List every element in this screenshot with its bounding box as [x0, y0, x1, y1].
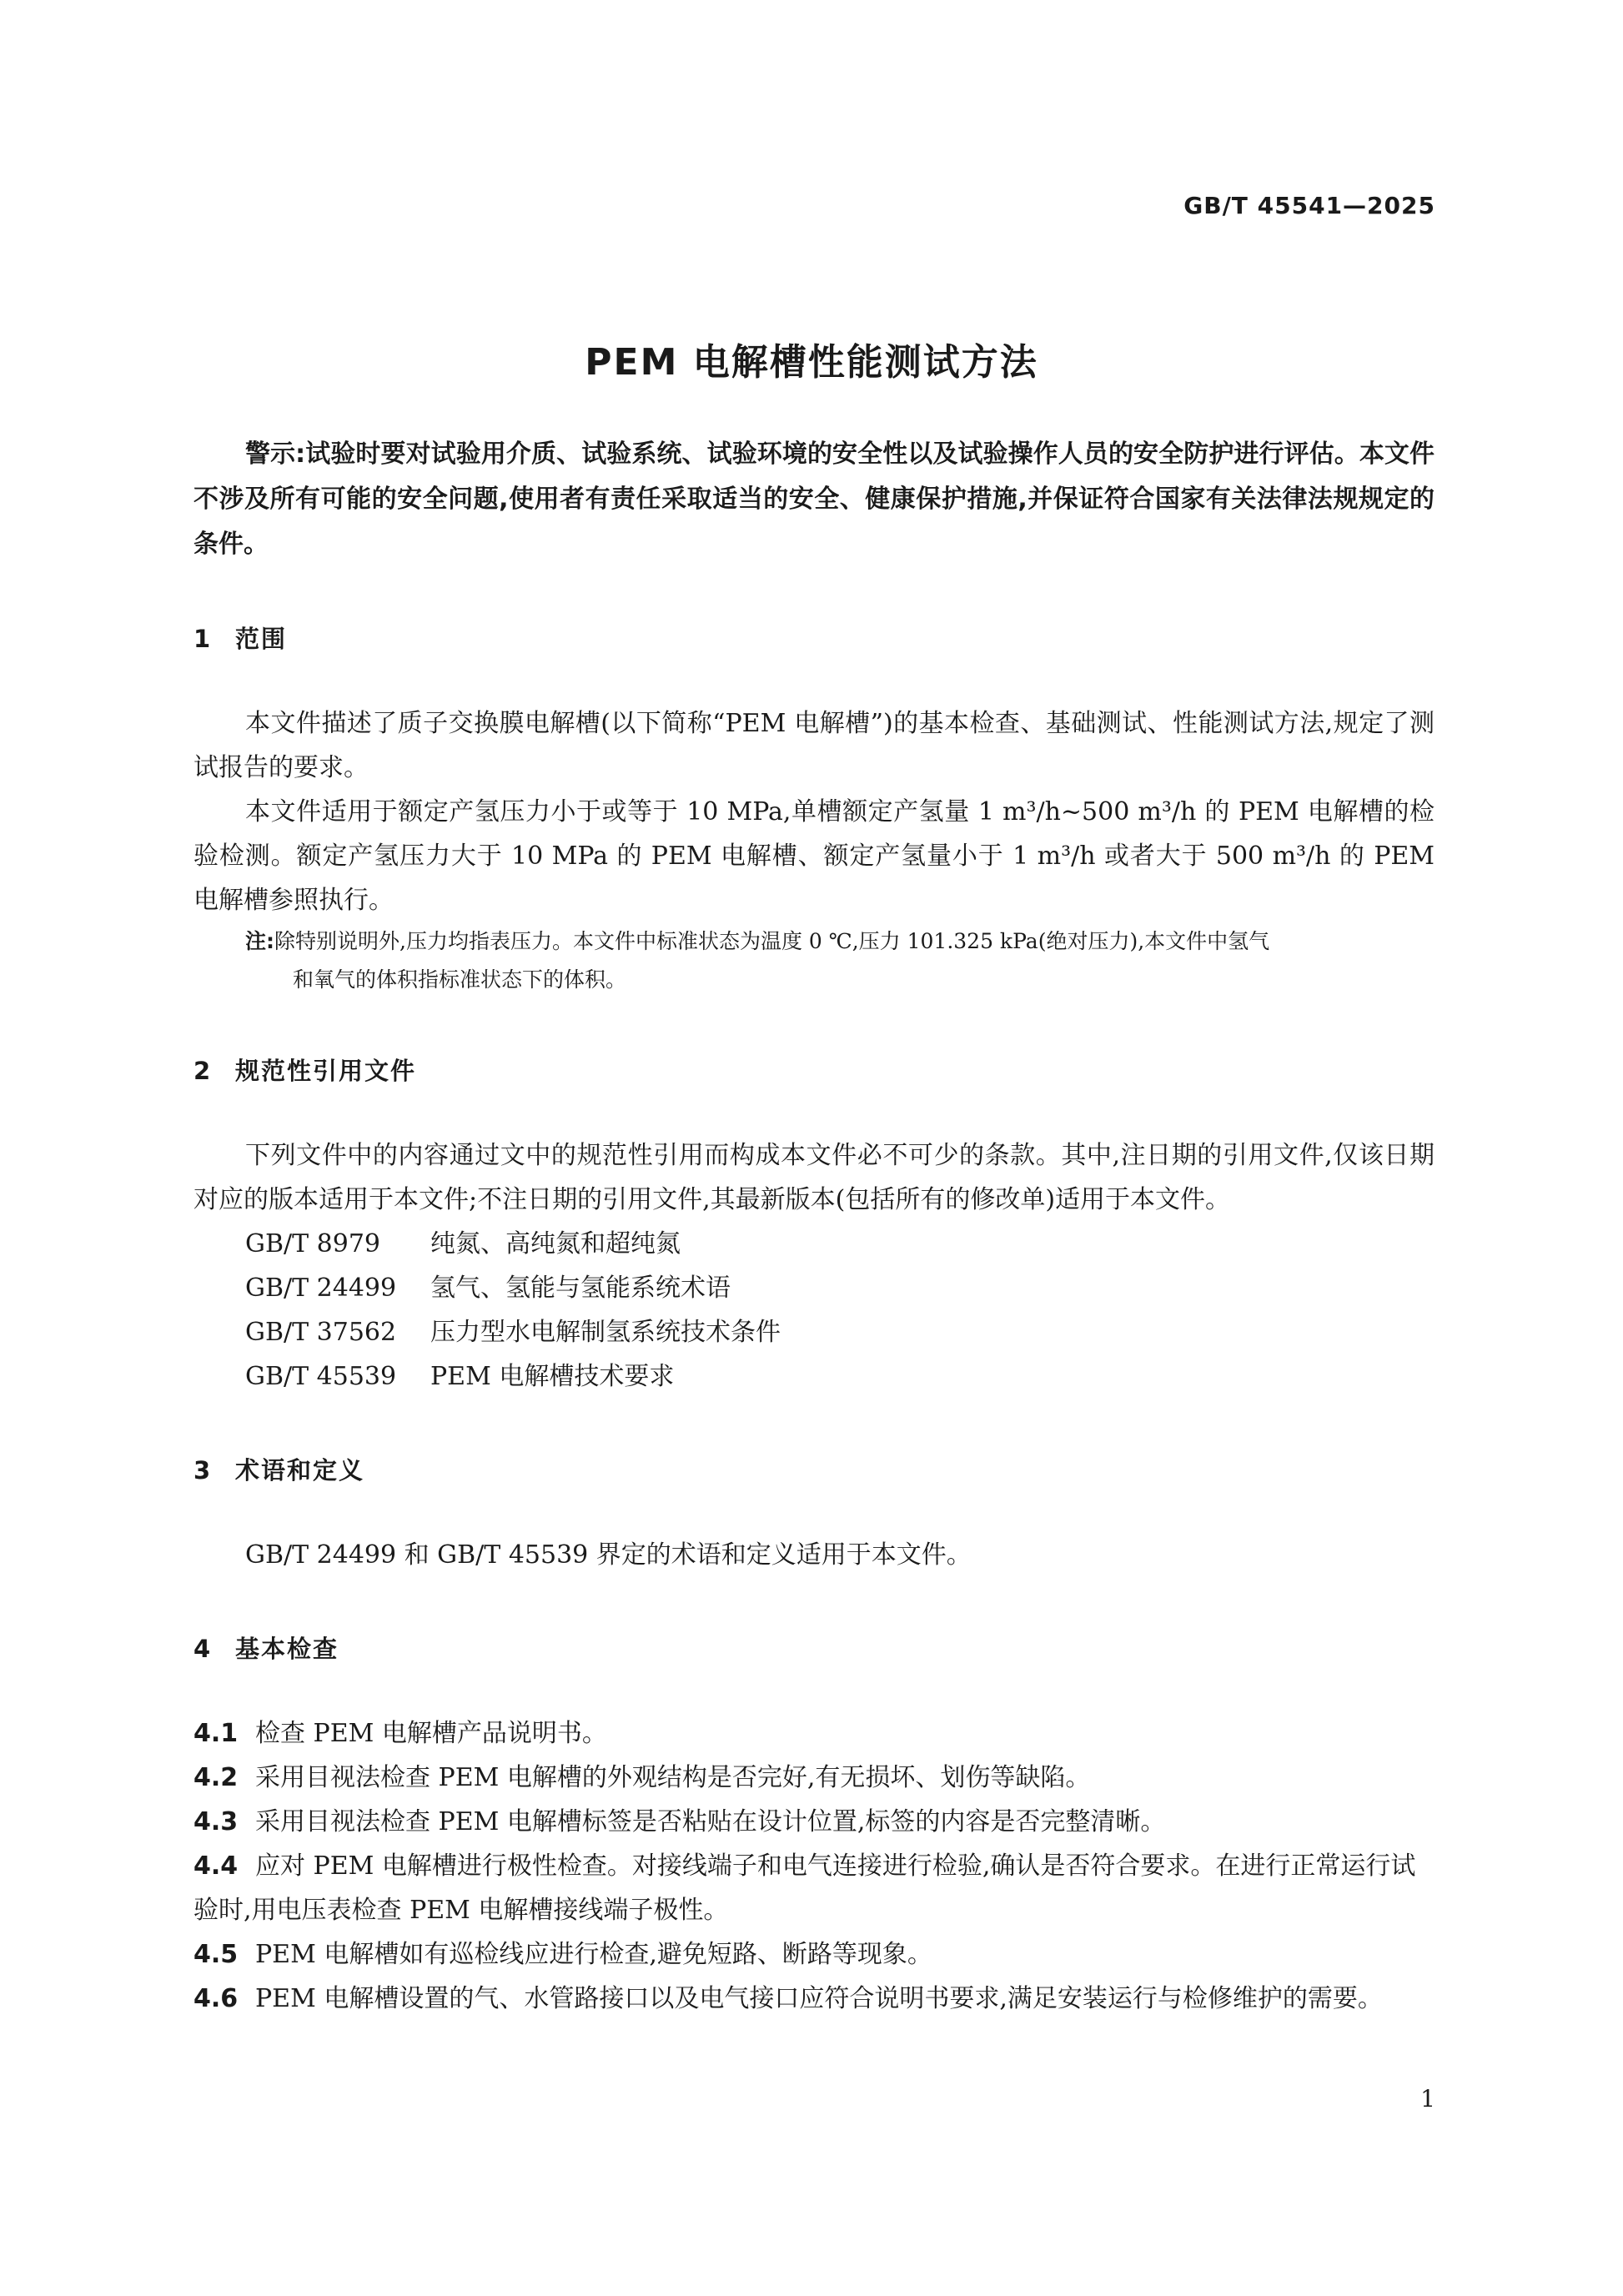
note-line-1: 除特别说明外,压力均指表压力。本文件中标准状态为温度 0 ℃,压力 101.325 kPa(绝对压力),本文件中氢气 [274, 929, 1270, 953]
clause-item [193, 1800, 1435, 1844]
document-body [193, 432, 1435, 2021]
reference-title: 氢气、氢能与氢能系统术语 [430, 1274, 731, 1303]
clause-item [193, 1756, 1435, 1800]
clause-number: 4.3 [193, 1807, 239, 1836]
section-1-heading [193, 617, 1435, 661]
reference-title: PEM 电解槽技术要求 [430, 1362, 675, 1391]
reference-code: GB/T 45539 [245, 1362, 397, 1391]
section-3-heading [193, 1449, 1435, 1493]
clause-item [193, 1932, 1435, 1977]
note-line-2: 和氧气的体积指标准状态下的体积。 [293, 967, 627, 992]
section-2-paragraph-1: 下列文件中的内容通过文中的规范性引用而构成本文件必不可少的条款。其中,注日期的引用文件,仅该日期对应的版本适用于本文件;不注日期的引用文件,其最新版本(包括所有的修改单)适用于本文件。 [193, 1141, 1435, 1214]
clause-text: 检查 PEM 电解槽产品说明书。 [255, 1719, 607, 1748]
reference-code: GB/T 24499 [245, 1274, 397, 1303]
section-title: 术语和定义 [235, 1456, 365, 1485]
clause-text: PEM 电解槽如有巡检线应进行检查,避免短路、断路等现象。 [255, 1940, 932, 1969]
section-number: 3 [193, 1456, 213, 1485]
clause-number: 4.5 [193, 1940, 239, 1969]
section-2-heading [193, 1049, 1435, 1093]
reference-item [193, 1310, 1435, 1354]
reference-code: GB/T 8979 [245, 1229, 381, 1259]
clause-item [193, 1977, 1435, 2021]
section-number: 4 [193, 1635, 213, 1663]
section-1-note [193, 922, 1435, 999]
reference-item [193, 1354, 1435, 1399]
clause-item [193, 1711, 1435, 1756]
section-4-heading [193, 1627, 1435, 1671]
reference-item [193, 1222, 1435, 1266]
warning-paragraph: 警示:试验时要对试验用介质、试验系统、试验环境的安全性以及试验操作人员的安全防护进行评估。本文件不涉及所有可能的安全问题,使用者有责任采取适当的安全、健康保护措施,并保证符合国家有关法律法规规定的条件。 [193, 440, 1435, 559]
clause-text: 采用目视法检查 PEM 电解槽的外观结构是否完好,有无损坏、划伤等缺陷。 [255, 1763, 1091, 1792]
document-code: GB/T 45541—2025 [1183, 192, 1435, 219]
section-number: 1 [193, 625, 213, 653]
note-label: 注: [245, 929, 274, 953]
clause-number: 4.2 [193, 1763, 239, 1792]
reference-code: GB/T 37562 [245, 1318, 397, 1347]
document-title: PEM 电解槽性能测试方法 [585, 341, 1038, 384]
clause-number: 4.1 [193, 1719, 239, 1748]
clause-text: PEM 电解槽设置的气、水管路接口以及电气接口应符合说明书要求,满足安装运行与检修维护的需要。 [255, 1984, 1383, 2013]
section-1-paragraph-1: 本文件描述了质子交换膜电解槽(以下简称“PEM 电解槽”)的基本检查、基础测试、性能测试方法,规定了测试报告的要求。 [193, 709, 1435, 782]
clause-item [193, 1844, 1435, 1932]
section-title: 范围 [235, 625, 288, 653]
section-3-paragraph-1: GB/T 24499 和 GB/T 45539 界定的术语和定义适用于本文件。 [245, 1540, 972, 1570]
section-number: 2 [193, 1057, 213, 1085]
reference-item [193, 1266, 1435, 1310]
reference-title: 压力型水电解制氢系统技术条件 [430, 1318, 781, 1347]
section-title: 基本检查 [235, 1635, 339, 1663]
clause-number: 4.4 [193, 1851, 239, 1881]
clause-number: 4.6 [193, 1984, 239, 2013]
section-title: 规范性引用文件 [235, 1057, 417, 1085]
clause-text: 采用目视法检查 PEM 电解槽标签是否粘贴在设计位置,标签的内容是否完整清晰。 [255, 1807, 1166, 1836]
clause-text: 应对 PEM 电解槽进行极性检查。对接线端子和电气连接进行检验,确认是否符合要求。在进行正常运行试验时,用电压表检查 PEM 电解槽接线端子极性。 [193, 1851, 1416, 1925]
page-number: 1 [1420, 2085, 1435, 2113]
reference-title: 纯氮、高纯氮和超纯氮 [430, 1229, 681, 1259]
section-1-paragraph-2: 本文件适用于额定产氢压力小于或等于 10 MPa,单槽额定产氢量 1 m³/h~500 m³/h 的 PEM 电解槽的检验检测。额定产氢压力大于 10 MPa 的 PEM 电解槽、额定产氢量小于 1 m³/h 或者大于 500 m³/h 的 PEM 电解槽参照执行。 [193, 797, 1435, 915]
